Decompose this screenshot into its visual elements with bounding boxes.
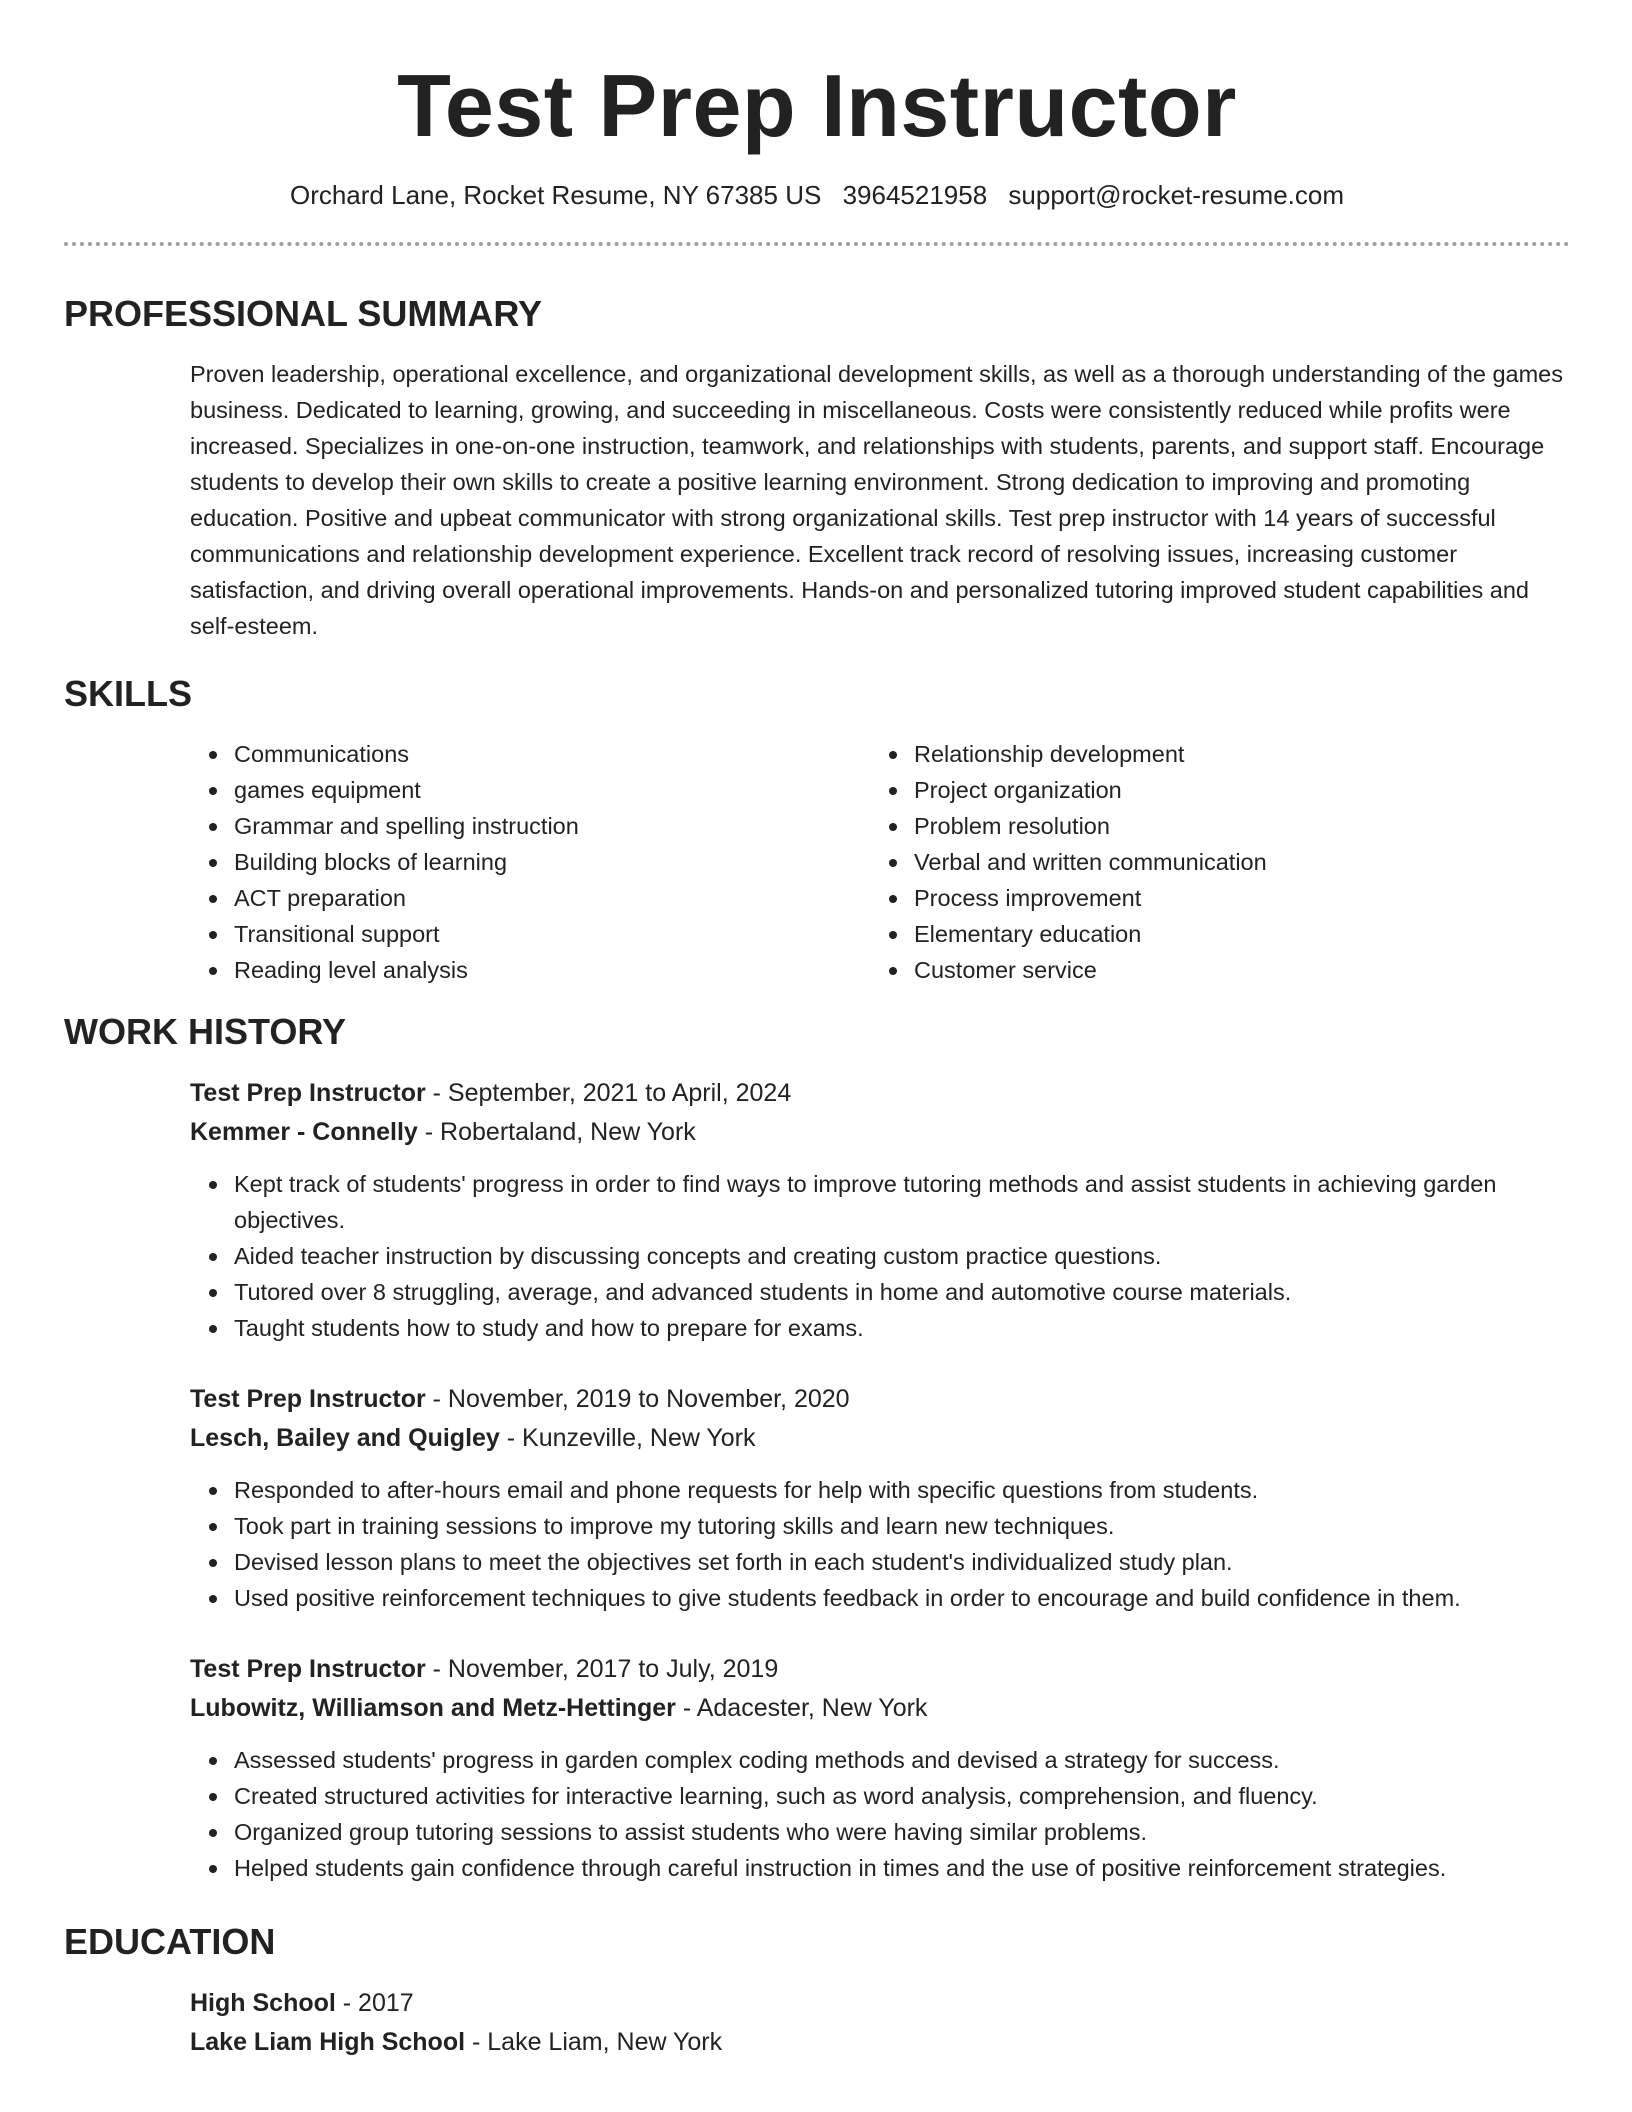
job-dates: - November, 2019 to November, 2020 — [425, 1385, 850, 1413]
job-company-line — [190, 1689, 1570, 1728]
job-duty: Created structured activities for interactive learning, such as word analysis, comprehension, and fluency. — [234, 1778, 1570, 1814]
header-divider — [64, 242, 1570, 246]
job-duty: Aided teacher instruction by discussing concepts and creating custom practice questions. — [234, 1238, 1570, 1274]
job-duty: Took part in training sessions to improve my tutoring skills and learn new techniques. — [234, 1508, 1570, 1544]
education-school: Lake Liam High School — [190, 2028, 466, 2056]
job-location: - Adacester, New York — [675, 1694, 928, 1722]
job-title-line — [190, 1074, 1570, 1113]
job-duty: Tutored over 8 struggling, average, and advanced students in home and automotive course materials. — [234, 1274, 1570, 1310]
job-entry — [190, 1074, 1570, 1346]
resume-page — [64, 0, 1570, 2062]
job-duty: Devised lesson plans to meet the objectives set forth in each student's individualized study plan. — [234, 1544, 1570, 1580]
job-duties — [190, 1742, 1570, 1886]
job-company-line — [190, 1419, 1570, 1458]
skill-item: Reading level analysis — [234, 952, 870, 988]
resume-name: Test Prep Instructor — [397, 56, 1237, 155]
job-position: Test Prep Instructor — [190, 1079, 426, 1107]
skill-item: ACT preparation — [234, 880, 870, 916]
contact-email: support@rocket-resume.com — [1008, 180, 1345, 210]
education-degree-line — [190, 1984, 1570, 2023]
job-duties — [190, 1166, 1570, 1346]
job-position: Test Prep Instructor — [190, 1385, 426, 1413]
skills-list — [190, 736, 1570, 988]
job-company: Lubowitz, Williamson and Metz-Hettinger — [190, 1694, 676, 1722]
skill-item: Verbal and written communication — [914, 844, 1554, 880]
job-company: Lesch, Bailey and Quigley — [190, 1424, 500, 1452]
job-dates: - November, 2017 to July, 2019 — [425, 1655, 779, 1683]
education-school-line — [190, 2023, 1570, 2062]
skills-column-right — [870, 736, 1554, 988]
skill-item: Communications — [234, 736, 870, 772]
job-title-line — [190, 1650, 1570, 1689]
job-duties — [190, 1472, 1570, 1616]
job-entry — [190, 1650, 1570, 1886]
skill-item: Process improvement — [914, 880, 1554, 916]
job-duty: Organized group tutoring sessions to assist students who were having similar problems. — [234, 1814, 1570, 1850]
skill-item: Elementary education — [914, 916, 1554, 952]
job-company: Kemmer - Connelly — [190, 1118, 418, 1146]
job-duty: Used positive reinforcement techniques to give students feedback in order to encourage and build confidence in them. — [234, 1580, 1570, 1616]
skill-item: Transitional support — [234, 916, 870, 952]
job-dates: - September, 2021 to April, 2024 — [425, 1079, 792, 1107]
job-duty: Helped students gain confidence through careful instruction in times and the use of positive reinforcement strategies. — [234, 1850, 1570, 1886]
job-duty: Taught students how to study and how to prepare for exams. — [234, 1310, 1570, 1346]
contact-line — [64, 178, 1570, 212]
skills-column-left — [190, 736, 870, 988]
job-entry — [190, 1380, 1570, 1616]
job-company-line — [190, 1113, 1570, 1152]
work-history-heading: WORK HISTORY — [64, 1011, 347, 1052]
job-duty: Responded to after-hours email and phone requests for help with specific questions from students. — [234, 1472, 1570, 1508]
contact-address: Orchard Lane, Rocket Resume, NY 67385 US — [289, 180, 822, 210]
skill-item: Problem resolution — [914, 808, 1554, 844]
skill-item: Relationship development — [914, 736, 1554, 772]
job-duty: Assessed students' progress in garden complex coding methods and devised a strategy for success. — [234, 1742, 1570, 1778]
skill-item: Building blocks of learning — [234, 844, 870, 880]
education-year: - 2017 — [335, 1989, 414, 2017]
job-title-line — [190, 1380, 1570, 1419]
job-position: Test Prep Instructor — [190, 1655, 426, 1683]
skill-item: games equipment — [234, 772, 870, 808]
skill-item: Customer service — [914, 952, 1554, 988]
education-degree: High School — [190, 1989, 336, 2017]
skill-item: Grammar and spelling instruction — [234, 808, 870, 844]
summary-text: Proven leadership, operational excellence, and organizational development skills, as well as a thorough understanding of the games business. Dedicated to learning, growing, and succeeding in miscellaneous. Costs were consistently reduced while profits were increased. Specializes in one-on-one instruction, teamwork, and relationships with students, parents, and support staff. Encourage students to develop their own skills to create a positive learning environment. Strong dedication to improving and promoting education. Positive and upbeat communicator with strong organizational skills. Test prep instructor with 14 years of successful communications and relationship development experience. Excellent track record of resolving issues, increasing customer satisfaction, and driving overall operational improvements. Hands-on and personalized tutoring improved student capabilities and self-esteem. — [190, 361, 1563, 639]
job-location: - Kunzeville, New York — [499, 1424, 756, 1452]
job-duty: Kept track of students' progress in order to find ways to improve tutoring methods and assist students in achieving garden objectives. — [234, 1166, 1570, 1238]
contact-phone: 3964521958 — [842, 180, 988, 210]
summary-heading: PROFESSIONAL SUMMARY — [64, 293, 543, 334]
education-entry — [190, 1984, 1570, 2062]
education-heading: EDUCATION — [64, 1921, 276, 1962]
education-location: - Lake Liam, New York — [465, 2028, 723, 2056]
job-location: - Robertaland, New York — [417, 1118, 696, 1146]
skills-heading: SKILLS — [64, 673, 193, 714]
skill-item: Project organization — [914, 772, 1554, 808]
